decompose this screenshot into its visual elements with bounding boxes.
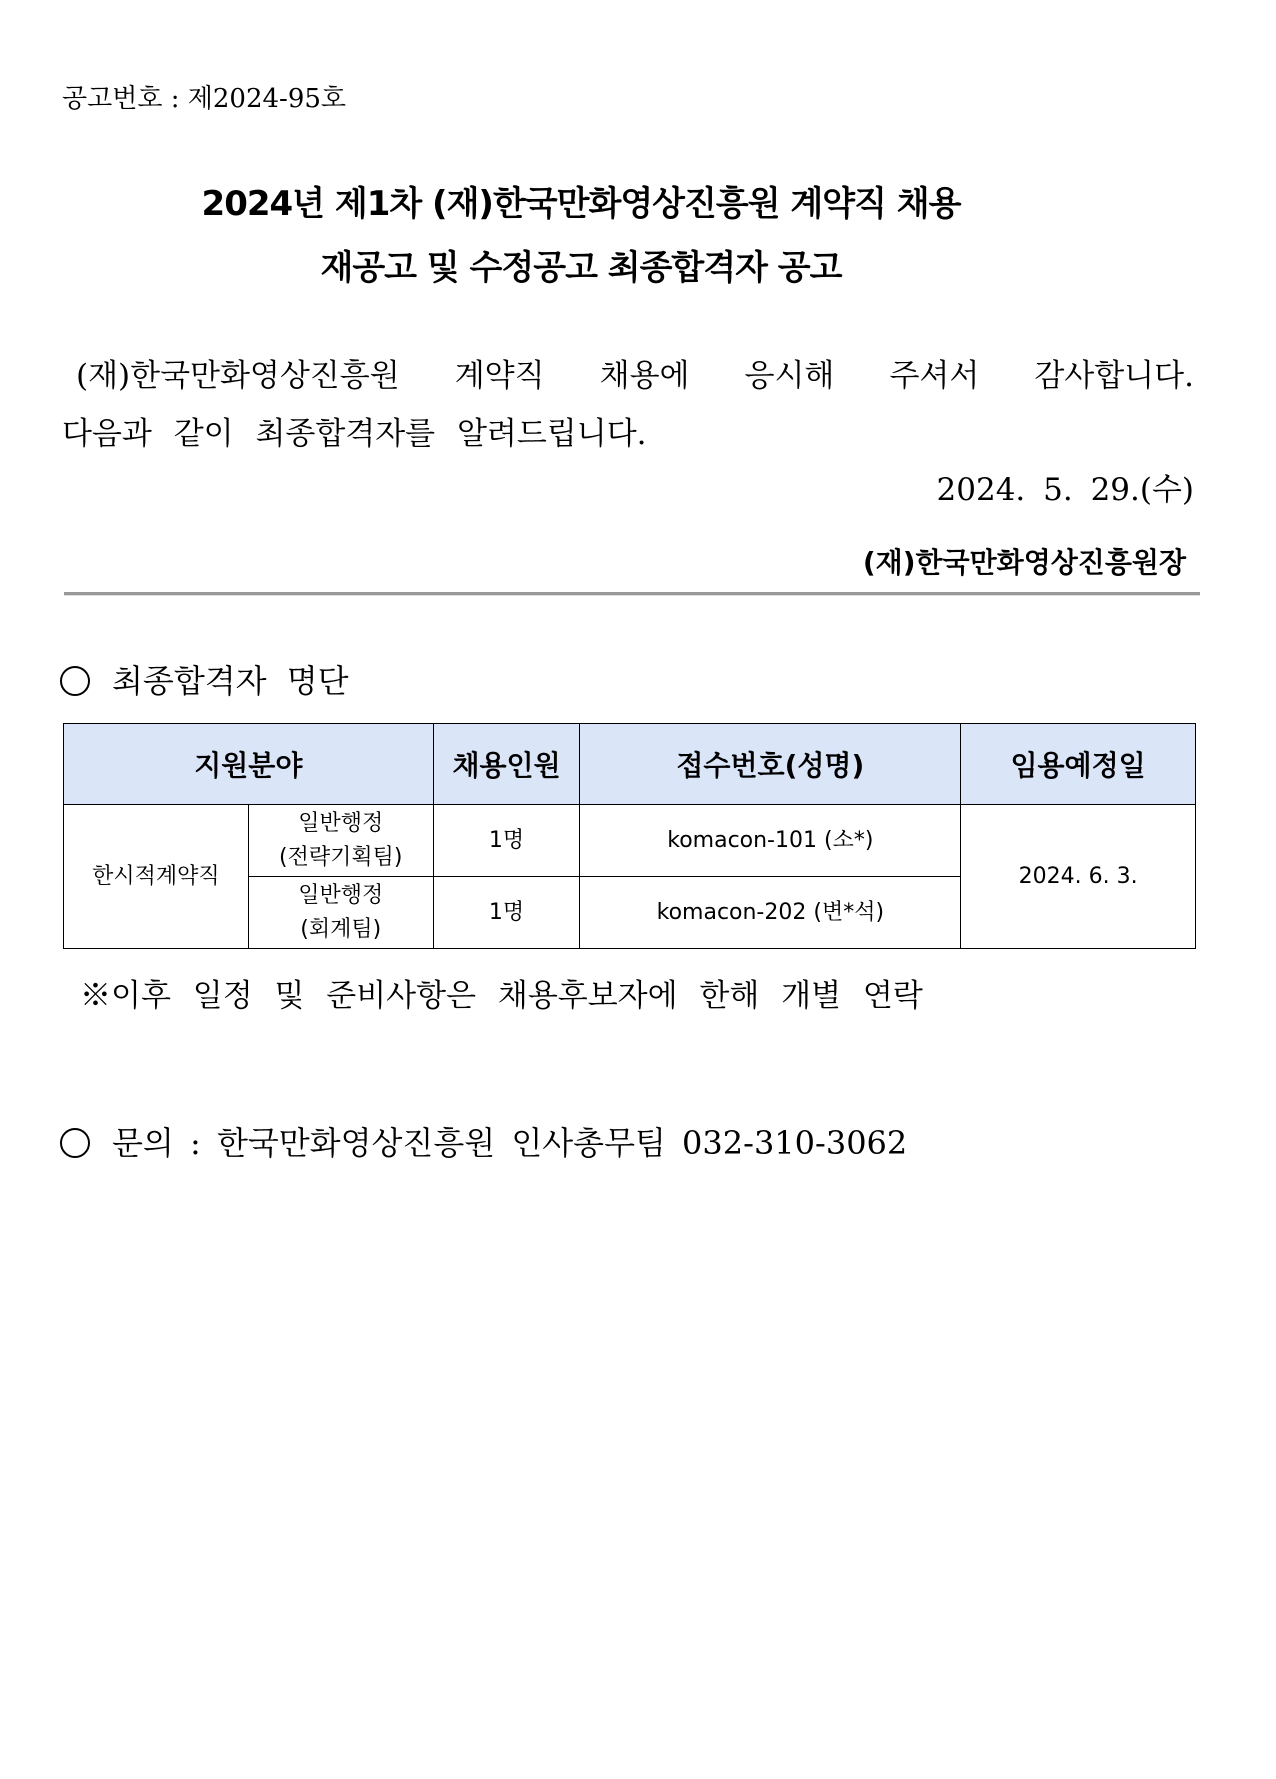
header-receipt: 접수번호(성명) [580,724,961,805]
receipt-cell: komacon-202 (변*석) [580,877,961,949]
intro-word: (재)한국만화영상진흥원 [76,358,400,394]
intro-line2: 다음과 같이 최종합격자를 알려드립니다. [62,416,647,452]
circle-bullet-icon [60,666,90,696]
subfield-line1: 일반행정 [298,810,384,836]
table-row [64,805,1196,877]
table-header-row [64,724,1196,805]
headcount-cell: 1명 [433,877,580,949]
results-table [63,723,1196,949]
page-title-line1: 2024년 제1차 (재)한국만화영상진흥원 계약직 채용 [201,184,961,224]
appointment-date-cell: 2024. 6. 3. [961,805,1196,949]
subfield-line1: 일반행정 [298,882,384,908]
followup-note: ※이후 일정 및 준비사항은 채용후보자에 한해 개별 연락 [80,978,923,1014]
intro-word: 주셔서 [889,358,980,394]
circle-bullet-icon [60,1128,90,1158]
header-field: 지원분야 [64,724,434,805]
notice-date: 2024. 5. 29.(수) [936,472,1194,508]
intro-word: 채용에 [599,358,690,394]
section-roster-heading [60,656,349,702]
section-roster-label: 최종합격자 명단 [112,662,349,700]
intro-line1 [76,350,1194,395]
divider [64,592,1200,596]
subfield-cell [248,805,433,877]
subfield-cell [248,877,433,949]
header-appointment-date: 임용예정일 [961,724,1196,805]
receipt-cell: komacon-101 (소*) [580,805,961,877]
category-cell: 한시적계약직 [64,805,249,949]
issuer: (재)한국만화영상진흥원장 [862,546,1186,579]
contact-text: 문의 : 한국만화영상진흥원 인사총무팀 032-310-3062 [112,1124,908,1162]
subfield-line2: (회계팀) [300,916,382,942]
page-title-line2: 재공고 및 수정공고 최종합격자 공고 [320,248,842,288]
subfield-line2: (전략기획팀) [279,844,403,870]
intro-word: 응시해 [744,358,835,394]
intro-word: 계약직 [454,358,545,394]
intro-word: 감사합니다. [1034,358,1194,394]
header-headcount: 채용인원 [433,724,580,805]
headcount-cell: 1명 [433,805,580,877]
notice-number: 공고번호 : 제2024-95호 [62,84,347,114]
contact-line [60,1118,907,1164]
